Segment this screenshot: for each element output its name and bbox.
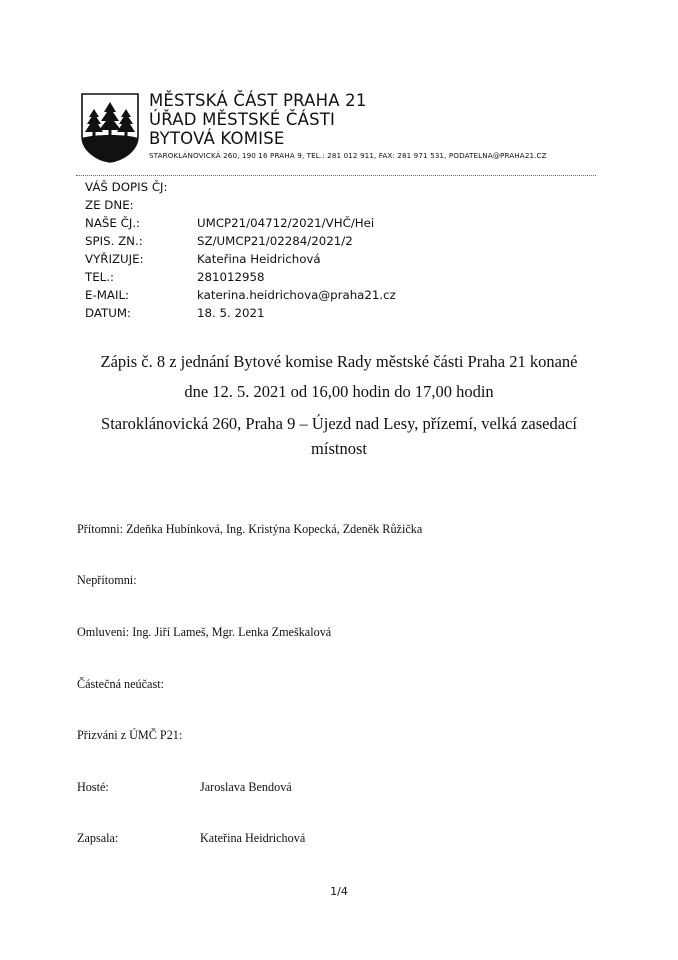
guests-value: Jaroslava Bendová (200, 780, 292, 794)
present-value: Zdeňka Hubínková, Ing. Kristýna Kopecká, Zdeněk Růžička (126, 522, 423, 536)
page-number: 1/4 (330, 885, 348, 898)
excused-label: Omluveni: (77, 625, 130, 639)
recorder-label: Zapsala: (77, 831, 119, 845)
meta-label: VÁŠ DOPIS ČJ: (85, 180, 168, 194)
meta-label: E-MAIL: (85, 288, 129, 302)
minutes-title-line1: Zápis č. 8 z jednání Bytové komise Rady městské části Praha 21 konané (100, 352, 578, 371)
meta-value: SZ/UMCP21/02284/2021/2 (197, 234, 353, 248)
org-name-line3: BYTOVÁ KOMISE (149, 129, 285, 148)
meta-value: Kateřina Heidrichová (197, 252, 321, 266)
meta-value: 18. 5. 2021 (197, 306, 265, 320)
meta-value: katerina.heidrichova@praha21.cz (197, 288, 396, 302)
guests-label: Hosté: (77, 780, 109, 794)
meta-label: ZE DNE: (85, 198, 134, 212)
present-label: Přítomni: (77, 522, 124, 536)
header-divider (76, 175, 596, 176)
minutes-title-line3: Staroklánovická 260, Praha 9 – Újezd nad Lesy, přízemí, velká zasedací (101, 414, 577, 433)
meta-label: VYŘIZUJE: (85, 252, 144, 266)
absent-label: Nepřítomni: (77, 573, 137, 587)
excused-row (77, 625, 331, 640)
meta-label: NAŠE ČJ.: (85, 216, 141, 230)
trees-emblem-icon (80, 92, 140, 164)
excused-value: Ing. Jiří Lameš, Mgr. Lenka Zmeškalová (132, 625, 332, 639)
meta-value: UMCP21/04712/2021/VHČ/Hei (197, 216, 375, 230)
meta-label: TEL.: (85, 270, 114, 284)
minutes-title-line2: dne 12. 5. 2021 od 16,00 hodin do 17,00 hodin (184, 382, 494, 401)
invited-label: Přizváni z ÚMČ P21: (77, 728, 183, 742)
org-address: STAROKLÁNOVICKÁ 260, 190 16 PRAHA 9, TEL.: 281 012 911, FAX: 281 971 531, PODATELNA@PRAHA21.CZ (149, 151, 547, 160)
present-row (77, 522, 422, 537)
partial-absence-label: Částečná neúčast: (77, 677, 164, 691)
meta-label: SPIS. ZN.: (85, 234, 143, 248)
org-name-line2: ÚŘAD MĚSTSKÉ ČÁSTI (149, 110, 336, 129)
meta-label: DATUM: (85, 306, 132, 320)
org-name-line1: MĚSTSKÁ ČÁST PRAHA 21 (149, 91, 367, 110)
recorder-value: Kateřina Heidrichová (200, 831, 306, 845)
minutes-title-line4: místnost (311, 439, 367, 458)
meta-value: 281012958 (197, 270, 265, 284)
